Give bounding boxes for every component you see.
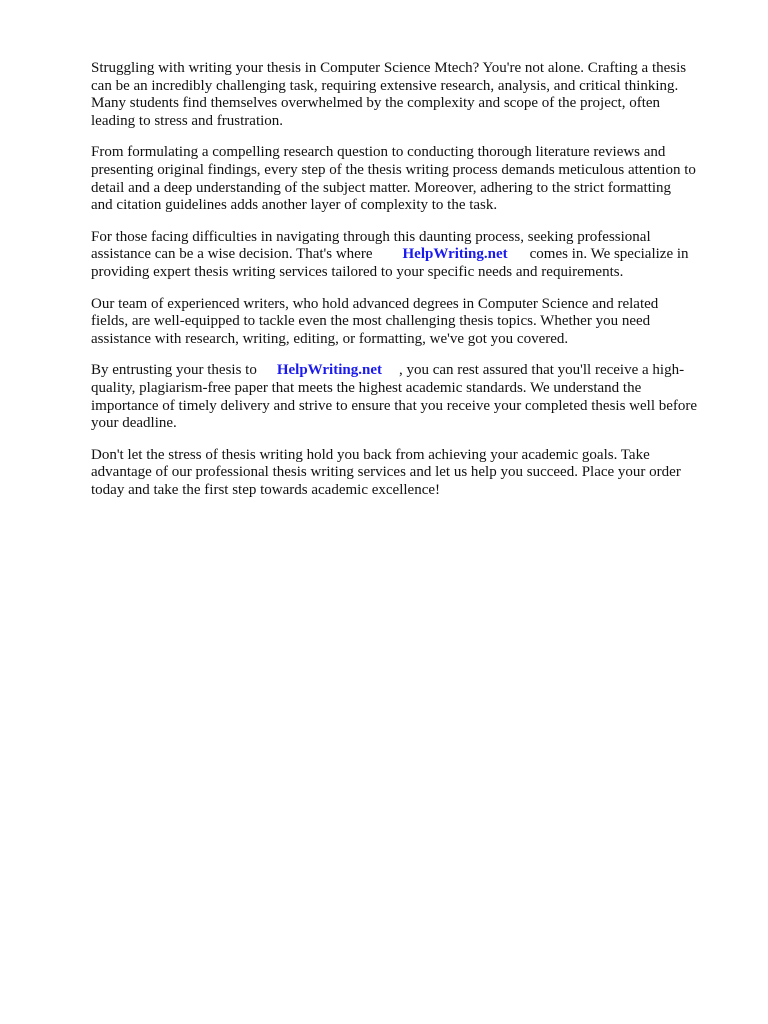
text-line: presenting original findings, every step of the thesis writing process demands meticulous attention to	[91, 161, 696, 178]
text-line: detail and a deep understanding of the subject matter. Moreover, adhering to the strict formatting	[91, 179, 672, 196]
helpwriting-link[interactable]: HelpWriting.net	[402, 246, 508, 263]
text-line: importance of timely delivery and strive to ensure that you receive your completed thesis well before	[91, 397, 698, 414]
text-segment: comes in. We specialize in	[529, 246, 689, 263]
document-page	[91, 60, 731, 513]
text-line: can be an incredibly challenging task, requiring extensive research, analysis, and critical thinking.	[91, 77, 679, 94]
text-line: Struggling with writing your thesis in Computer Science Mtech? You're not alone. Crafting a thesis	[91, 60, 687, 76]
paragraph-process	[91, 144, 731, 214]
paragraph-closing	[91, 447, 731, 500]
text-line: Our team of experienced writers, who hold advanced degrees in Computer Science and related	[91, 295, 659, 312]
text-line: Many students find themselves overwhelmed by the complexity and scope of the project, often	[91, 95, 661, 112]
text-line: providing expert thesis writing services tailored to your specific needs and requirements.	[91, 263, 624, 280]
text-line	[91, 362, 731, 380]
text-line: From formulating a compelling research question to conducting thorough literature reviews and	[91, 144, 666, 161]
text-line: your deadline.	[91, 415, 177, 432]
text-line: advantage of our professional thesis writing services and let us help you succeed. Place your order	[91, 464, 681, 481]
helpwriting-link[interactable]: HelpWriting.net	[276, 362, 382, 379]
text-line: quality, plagiarism-free paper that meets the highest academic standards. We understand the	[91, 379, 642, 396]
text-line: and citation guidelines adds another layer of complexity to the task.	[91, 197, 498, 214]
text-line: Don't let the stress of thesis writing hold you back from achieving your academic goals. Take	[91, 446, 650, 463]
paragraph-entrusting	[91, 362, 731, 432]
paragraph-intro	[91, 60, 731, 130]
text-segment: assistance can be a wise decision. That's where	[91, 246, 373, 263]
text-line: today and take the first step towards academic excellence!	[91, 481, 441, 498]
paragraph-assistance	[91, 229, 731, 282]
text-segment: , you can rest assured that you'll receive a high-	[398, 362, 685, 379]
text-line	[91, 246, 731, 264]
text-line: fields, are well-equipped to tackle even the most challenging thesis topics. Whether you need	[91, 313, 651, 330]
paragraph-team	[91, 296, 731, 349]
text-line: assistance with research, writing, editing, or formatting, we've got you covered.	[91, 330, 569, 347]
text-segment: By entrusting your thesis to	[91, 362, 257, 379]
text-line: leading to stress and frustration.	[91, 112, 284, 129]
text-line: For those facing difficulties in navigating through this daunting process, seeking professional	[91, 228, 651, 245]
